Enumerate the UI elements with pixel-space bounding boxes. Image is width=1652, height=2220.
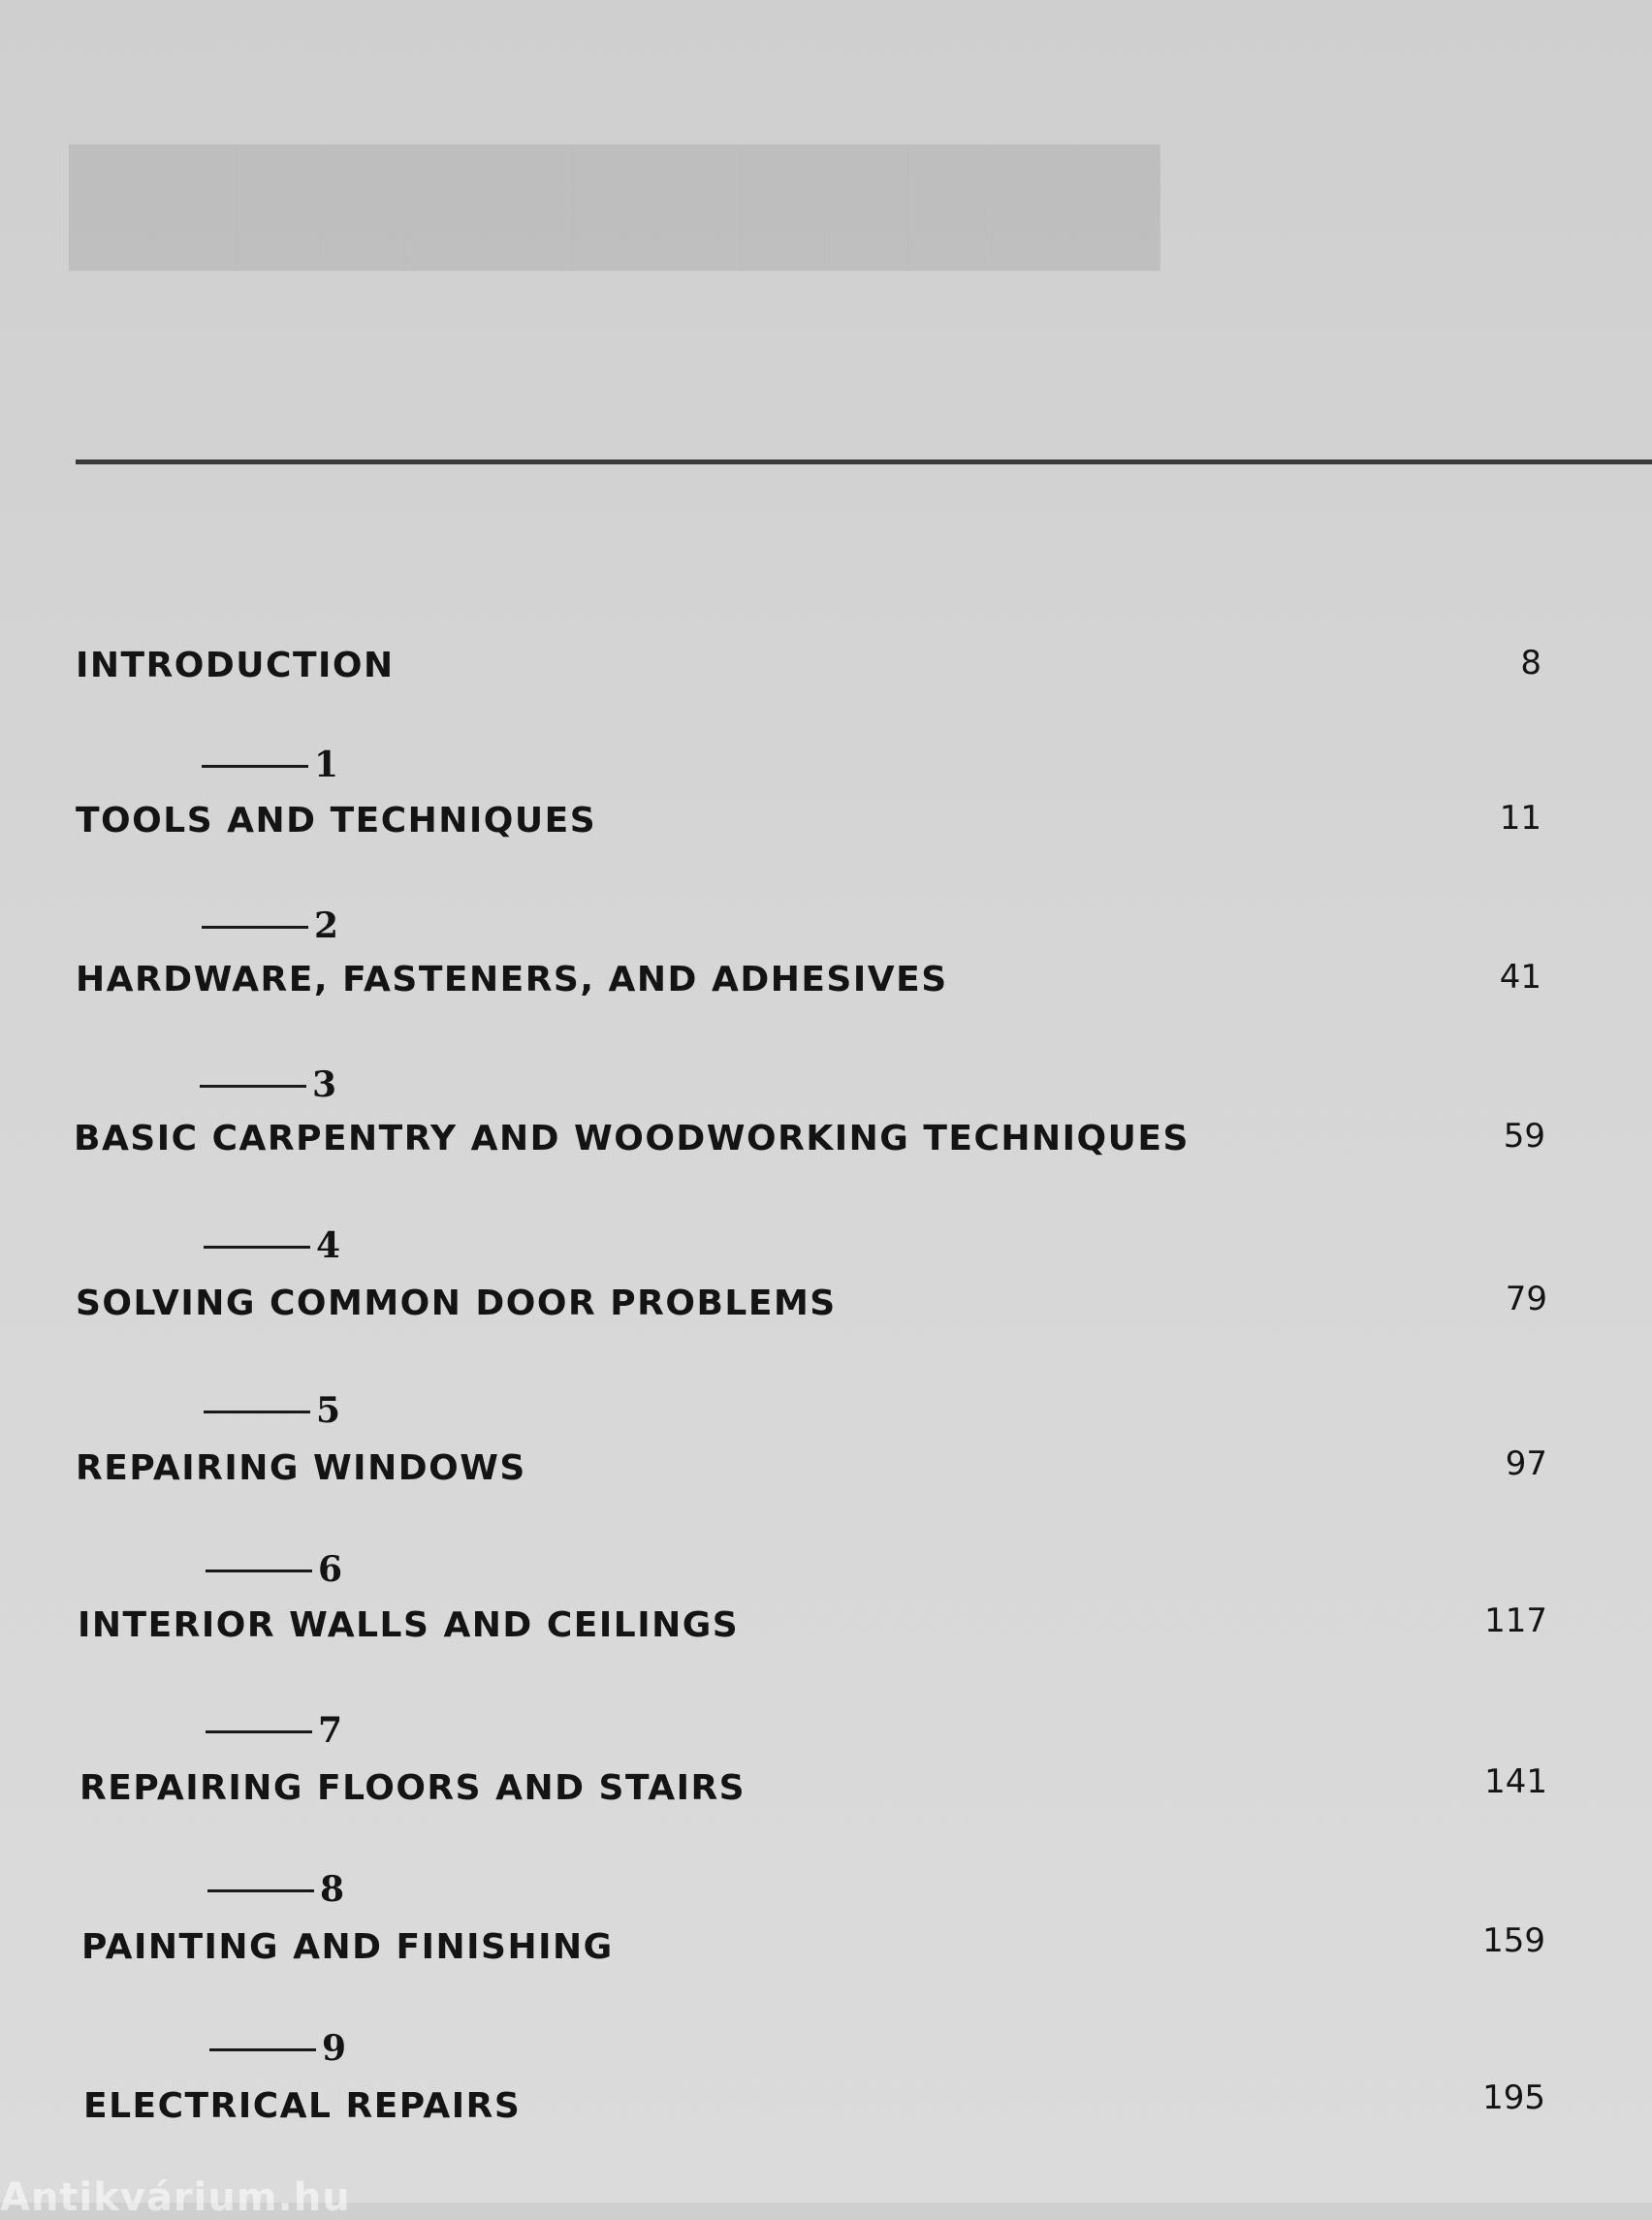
toc-entry-title-1: TOOLS AND TECHNIQUES [76,801,597,840]
toc-entry-page-7: 141 [1484,1762,1547,1801]
chapter-rule [204,1246,310,1249]
toc-entry-title-7: REPAIRING FLOORS AND STAIRS [79,1768,747,1808]
toc-entry-page-3: 59 [1503,1117,1545,1156]
show-through-title: █████████████ [68,145,1160,270]
toc-entry-page-8: 159 [1482,1921,1545,1960]
toc-entry-page-5: 97 [1505,1444,1547,1483]
chapter-number: 4 [316,1225,341,1266]
toc-entry-page-4: 79 [1505,1280,1547,1318]
toc-entry-title-4: SOLVING COMMON DOOR PROBLEMS [76,1284,837,1323]
toc-entry-title-6: INTERIOR WALLS AND CEILINGS [78,1605,740,1645]
toc-entry-page-9: 195 [1482,2078,1545,2117]
toc-entry-title-9: ELECTRICAL REPAIRS [83,2086,522,2126]
chapter-number: 6 [318,1549,343,1590]
toc-entry-page-2: 41 [1499,958,1541,997]
chapter-number: 1 [314,745,339,785]
chapter-rule [209,2048,316,2051]
chapter-rule [202,926,308,929]
chapter-number: 2 [314,905,339,946]
toc-entry-page-introduction: 8 [1520,644,1541,682]
chapter-number: 3 [312,1064,337,1105]
chapter-rule [202,765,308,768]
chapter-rule [207,1889,314,1892]
watermark: Antikvárium.hu [0,2175,351,2220]
toc-entry-page-1: 11 [1499,799,1541,838]
toc-entry-title-3: BASIC CARPENTRY AND WOODWORKING TECHNIQUES [74,1119,1190,1158]
toc-entry-title-8: PAINTING AND FINISHING [81,1927,614,1967]
chapter-number: 7 [318,1710,343,1751]
toc-entry-title-2: HARDWARE, FASTENERS, AND ADHESIVES [76,960,948,999]
chapter-rule [206,1570,312,1572]
toc-entry-page-6: 117 [1484,1602,1547,1640]
toc-entry-title-introduction: INTRODUCTION [76,646,395,685]
chapter-rule [206,1730,312,1733]
toc-entry-title-5: REPAIRING WINDOWS [76,1448,526,1488]
chapter-number: 5 [316,1390,341,1431]
chapter-rule [200,1085,306,1088]
chapter-number: 8 [320,1869,345,1910]
chapter-rule [204,1411,310,1413]
chapter-number: 9 [322,2028,347,2069]
